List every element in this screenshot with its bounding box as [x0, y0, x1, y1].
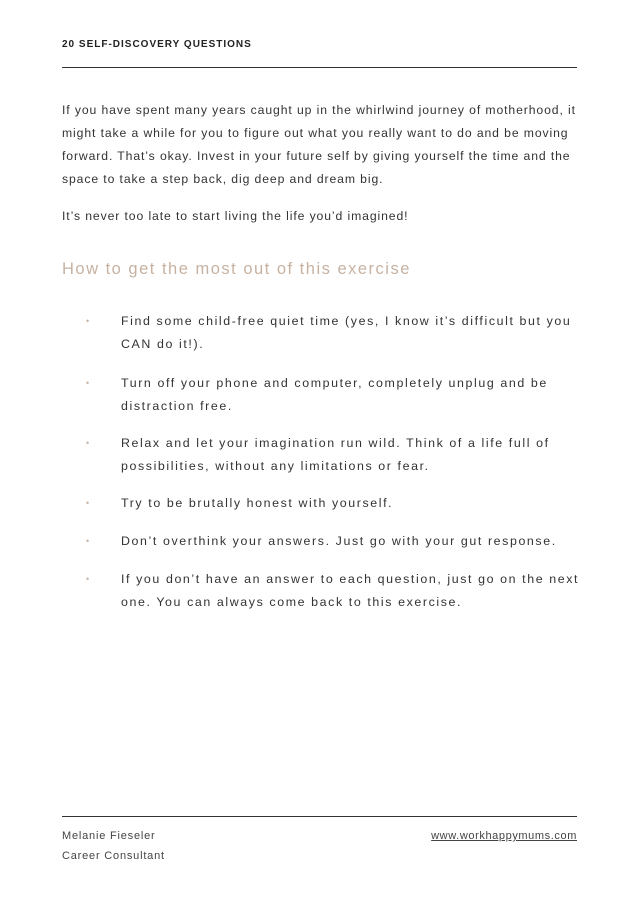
tip-text: Relax and let your imagination run wild. Think of a life full of possibilities, without any limitations or fear.	[121, 436, 550, 473]
bullet-icon: •	[86, 316, 90, 326]
author-name: Melanie Fieseler	[62, 830, 156, 842]
bullet-icon: •	[86, 536, 90, 546]
intro-paragraph: If you have spent many years caught up in the whirlwind journey of motherhood, it might take a while for you to figure out what you really want to do and be moving forward. That’s okay. Invest in your future self by giving yourself the time and the space to take a step back, dig deep and dream big.	[62, 103, 576, 186]
footer-author	[62, 826, 165, 866]
bullet-icon: •	[86, 498, 90, 508]
tip-text: Try to be brutally honest with yourself.	[121, 496, 394, 510]
footer-divider	[62, 816, 577, 817]
tip-item	[86, 372, 581, 418]
tip-text: Don’t overthink your answers. Just go with your gut response.	[121, 534, 557, 548]
tip-item	[86, 530, 581, 553]
tip-item	[86, 568, 581, 614]
page-header-title: 20 SELF-DISCOVERY QUESTIONS	[62, 39, 252, 50]
tip-text: Turn off your phone and computer, completely unplug and be distraction free.	[121, 376, 548, 413]
bullet-icon: •	[86, 438, 90, 448]
section-heading: How to get the most out of this exercise	[62, 260, 411, 278]
tips-list	[86, 310, 581, 614]
author-title: Career Consultant	[62, 850, 165, 862]
tip-item	[86, 492, 581, 515]
tip-text: Find some child-free quiet time (yes, I know it’s difficult but you CAN do it!).	[121, 314, 572, 351]
intro-paragraph: It’s never too late to start living the life you’d imagined!	[62, 209, 409, 223]
tip-item	[86, 310, 581, 356]
header-divider	[62, 67, 577, 68]
website-link[interactable]: www.workhappymums.com	[431, 830, 577, 842]
tip-text: If you don’t have an answer to each question, just go on the next one. You can always come back to this exercise.	[121, 572, 580, 609]
intro-text	[62, 99, 582, 228]
bullet-icon: •	[86, 378, 90, 388]
tip-item	[86, 432, 581, 478]
bullet-icon: •	[86, 574, 90, 584]
